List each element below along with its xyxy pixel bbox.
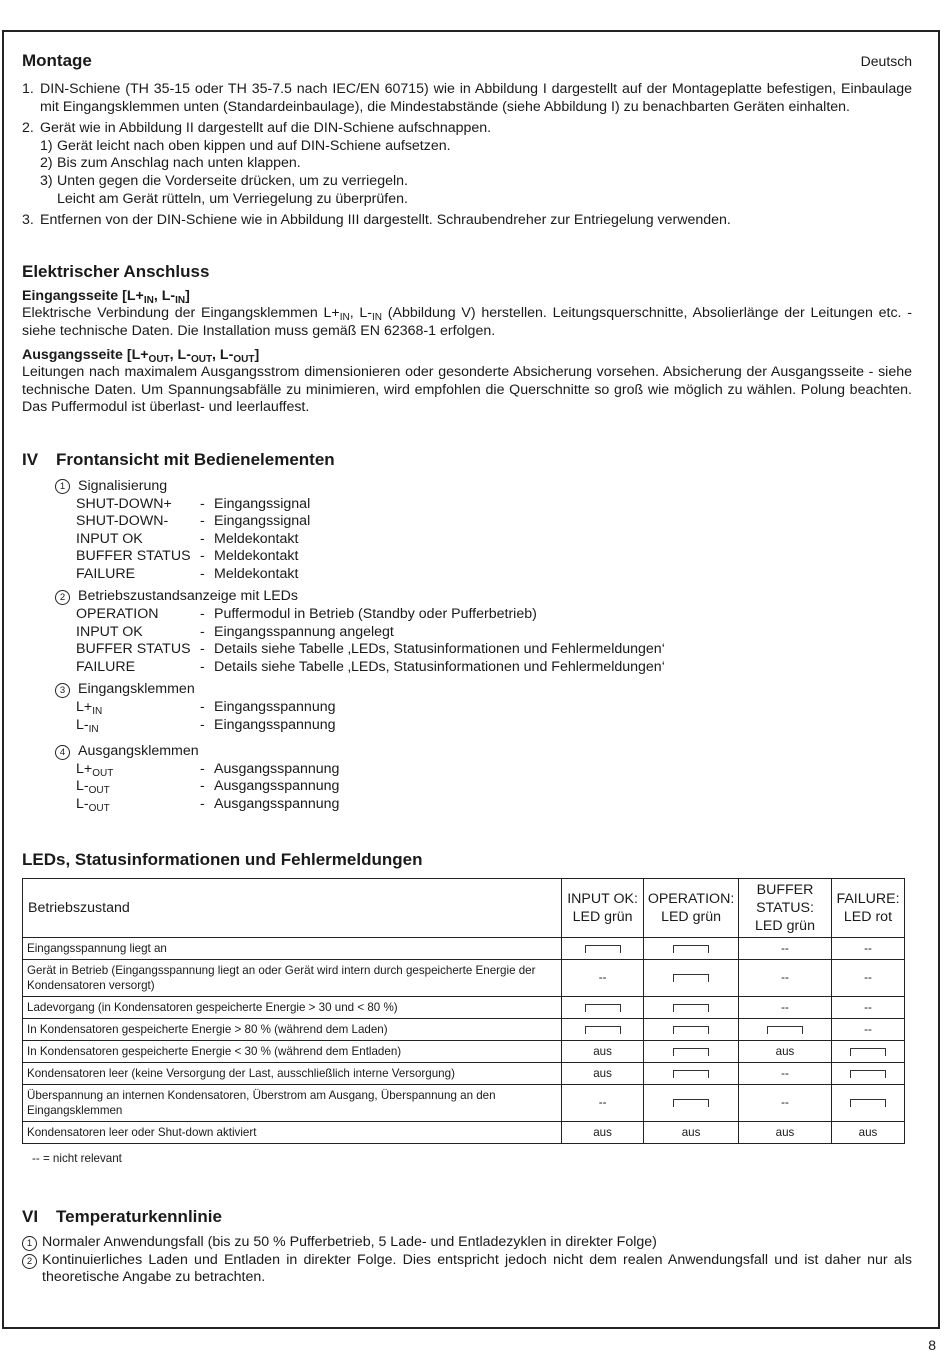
circled-number: 1	[55, 479, 70, 494]
montage-step: 3. Entfernen von der DIN-Schiene wie in Abbildung III dargestellt. Schraubendreher zur Entriegelung verwenden.	[22, 212, 731, 229]
led-on-pulse-icon	[831, 1062, 904, 1084]
montage-substeps	[40, 138, 912, 208]
pulse-icon	[673, 1004, 709, 1012]
pulse-icon	[673, 1026, 709, 1034]
row-description: Kondensatoren leer (keine Versorgung der Last, ausschließlich interne Versorgung)	[23, 1062, 562, 1084]
led-on-pulse-icon	[644, 1040, 739, 1062]
row-description: Ladevorgang (in Kondensatoren gespeicherte Energie > 30 und < 80 %)	[23, 996, 562, 1018]
led-on-pulse-icon	[644, 996, 739, 1018]
list-item: $L+_{OUT}$ - Ausgangsspannung	[76, 760, 340, 779]
led-state-cell: --	[739, 996, 832, 1018]
row-description: Eingangsspannung liegt an	[23, 937, 562, 959]
pulse-icon	[585, 1004, 621, 1012]
circled-number: 2	[55, 590, 70, 605]
pulse-icon	[850, 1070, 886, 1078]
led-on-pulse-icon	[739, 1018, 832, 1040]
table-row	[23, 1040, 905, 1062]
list-item: INPUT OK - Meldekontakt	[76, 530, 299, 547]
output-side-heading: Ausgangsseite [$L+_{OUT}$, $L-_{OUT}$, $L-_{OUT}$]	[22, 346, 260, 365]
montage-substep: 2) Bis zum Anschlag nach unten klappen.	[40, 155, 301, 172]
led-on-pulse-icon	[644, 1084, 739, 1121]
montage-step: 1. DIN-Schiene (TH 35-15 oder TH 35-7.5 nach IEC/EN 60715) wie in Abbildung I dargestellt auf der Montageplatte befestigen, Einbaulage mit Eingangsklemmen unten (Standardeinbaulage), die Mindestabstände (siehe Abbildung I) zu benachbarten Geräten einhalten.	[22, 81, 912, 115]
pulse-icon	[673, 945, 709, 953]
led-on-pulse-icon	[644, 959, 739, 996]
pulse-icon	[850, 1099, 886, 1107]
input-side-heading: Eingangsseite [$L+_{IN}$, $L-_{IN}$]	[22, 287, 190, 306]
led-state-cell: aus	[644, 1121, 739, 1143]
montage-header	[22, 51, 912, 71]
table-row	[23, 1121, 905, 1143]
led-on-pulse-icon	[831, 1040, 904, 1062]
led-state-cell: --	[739, 1062, 832, 1084]
group-eingangsklemmen: 3 Eingangsklemmen $L+_{IN}$ - Eingangsspannung $L-_{IN}$ - Eingangsspannung	[55, 681, 912, 734]
led-state-cell: --	[831, 996, 904, 1018]
table-row	[23, 1062, 905, 1084]
led-state-cell: --	[739, 959, 832, 996]
group-led-anzeige: 2 Betriebszustandsanzeige mit LEDs OPERATION - Puffermodul in Betrieb (Standby oder Pufferbetrieb) INPUT OK - Eingangsspannung angelegt BUFFER STATUS - Details siehe Tabelle ‚LEDs, Statusinformationen und Fehlermeldungen‘ FAILURE - Details siehe Tabelle ‚LEDs, Statusinformationen und Fehlermeldungen‘	[55, 588, 912, 676]
table-note: -- = nicht relevant	[32, 1151, 122, 1165]
led-on-pulse-icon	[562, 996, 644, 1018]
list-item: BUFFER STATUS - Details siehe Tabelle ‚LEDs, Statusinformationen und Fehlermeldungen‘	[76, 641, 665, 658]
table-row	[23, 1084, 905, 1121]
list-item: 2 Kontinuierliches Laden und Entladen in direkter Folge. Dies entspricht jedoch nicht dem realen Anwendungsfall und ist daher nur als theoretische Angabe zu betrachten.	[22, 1252, 912, 1287]
montage-substep: Leicht am Gerät rütteln, um Verriegelung zu überprüfen.	[57, 190, 408, 207]
list-item: $L-_{IN}$ - Eingangsspannung	[76, 716, 336, 735]
list-item: $L-_{OUT}$ - Ausgangsspannung	[76, 796, 340, 814]
list-item: $L-_{OUT}$ - Ausgangsspannung	[76, 778, 340, 797]
temp-items	[22, 1234, 912, 1287]
led-state-cell: --	[831, 937, 904, 959]
list-item: INPUT OK - Eingangsspannung angelegt	[76, 623, 394, 640]
led-on-pulse-icon	[644, 937, 739, 959]
pulse-icon	[585, 945, 621, 953]
input-side-text: Elektrische Verbindung der Eingangsklemmen $L+_{IN}$, $L-_{IN}$ (Abbildung V) herstellen. Leitungsquerschnitte, Absolierlänge der Leitungen etc. - siehe technische Daten. Die Installation muss gemäß EN 62368-1 erfolgen.	[22, 305, 913, 339]
row-description: In Kondensatoren gespeicherte Energie < 30 % (während dem Entladen)	[23, 1040, 562, 1062]
led-state-cell: aus	[562, 1040, 644, 1062]
pulse-icon	[673, 1099, 709, 1107]
list-item: SHUT-DOWN+ - Eingangssignal	[76, 495, 311, 512]
pulse-icon	[673, 1070, 709, 1078]
table-row	[23, 1018, 905, 1040]
table-row	[23, 996, 905, 1018]
led-state-cell: aus	[562, 1121, 644, 1143]
list-item: 1 Normaler Anwendungsfall (bis zu 50 % Pufferbetrieb, 5 Lade- und Entladezyklen in direkter Folge)	[22, 1234, 912, 1252]
output-side-text: Leitungen nach maximalem Ausgangsstrom dimensionieren oder gesonderte Absicherung vorsehen. Absicherung der Ausgangsseite - siehe technische Daten. Um Spannungsabfälle zu minimieren, wird empfohlen die Querschnitte so groß wie möglich zu wählen. Polung beachten. Das Puffermodul ist überlast- und leerlauffest.	[22, 364, 912, 416]
led-state-cell: --	[739, 1084, 832, 1121]
table-header-row	[23, 878, 905, 937]
language-label: Deutsch	[860, 53, 912, 69]
pulse-icon	[673, 974, 709, 982]
montage-substep: 1) Gerät leicht nach oben kippen und auf DIN-Schiene aufsetzen.	[40, 137, 451, 154]
pulse-icon	[673, 1048, 709, 1056]
page-number: 8	[928, 1337, 936, 1353]
led-status-table	[22, 878, 905, 1144]
row-description: Überspannung an internen Kondensatoren, Überstrom am Ausgang, Überspannung an den Eingangsklemmen	[23, 1084, 562, 1121]
leds-title: LEDs, Statusinformationen und Fehlermeldungen	[22, 849, 423, 869]
row-description: In Kondensatoren gespeicherte Energie > 80 % (während dem Laden)	[23, 1018, 562, 1040]
row-description: Kondensatoren leer oder Shut-down aktiviert	[23, 1121, 562, 1143]
circled-number: 3	[55, 683, 70, 698]
front-title: IV Frontansicht mit Bedienelementen	[22, 449, 335, 469]
header-buffer-status: BUFFER STATUS: LED grün	[739, 878, 832, 937]
group-ausgangsklemmen: 4 Ausgangsklemmen $L+_{OUT}$ - Ausgangsspannung $L-_{OUT}$ - Ausgangsspannung $L-_{OUT}$ - Ausgangsspannung	[55, 743, 912, 813]
temp-title: VI Temperaturkennlinie	[22, 1207, 222, 1227]
led-state-cell: aus	[739, 1121, 832, 1143]
led-state-cell: --	[562, 1084, 644, 1121]
list-item: FAILURE - Meldekontakt	[76, 565, 299, 582]
led-state-cell: aus	[562, 1062, 644, 1084]
led-state-cell: aus	[831, 1121, 904, 1143]
list-item: BUFFER STATUS - Meldekontakt	[76, 548, 299, 565]
list-item: SHUT-DOWN- - Eingangssignal	[76, 513, 311, 530]
montage-substep: 3) Unten gegen die Vorderseite drücken, um zu verriegeln.	[40, 172, 408, 189]
montage-title: Montage	[22, 51, 92, 70]
led-table-body	[23, 937, 905, 1143]
led-state-cell: aus	[739, 1040, 832, 1062]
list-item: $L+_{IN}$ - Eingangsspannung	[76, 699, 336, 718]
pulse-icon	[850, 1048, 886, 1056]
circled-number: 1	[22, 1236, 37, 1251]
led-state-cell: --	[831, 1018, 904, 1040]
header-state: Betriebszustand	[23, 878, 562, 937]
page-content	[22, 30, 912, 1287]
list-item: FAILURE - Details siehe Tabelle ‚LEDs, Statusinformationen und Fehlermeldungen‘	[76, 658, 665, 675]
circled-number: 4	[55, 745, 70, 760]
list-item: OPERATION - Puffermodul in Betrieb (Standby oder Pufferbetrieb)	[76, 606, 537, 623]
led-on-pulse-icon	[562, 1018, 644, 1040]
pulse-icon	[767, 1026, 803, 1034]
row-description: Gerät in Betrieb (Eingangsspannung liegt an oder Gerät wird intern durch gespeicherte Energie der Kondensatoren versorgt)	[23, 959, 562, 996]
circled-number: 2	[22, 1254, 37, 1269]
header-failure: FAILURE: LED rot	[831, 878, 904, 937]
led-state-cell: --	[562, 959, 644, 996]
pulse-icon	[585, 1026, 621, 1034]
header-operation: OPERATION: LED grün	[644, 878, 739, 937]
led-on-pulse-icon	[562, 937, 644, 959]
led-on-pulse-icon	[644, 1062, 739, 1084]
led-on-pulse-icon	[831, 1084, 904, 1121]
led-state-cell: --	[831, 959, 904, 996]
header-input-ok: INPUT OK: LED grün	[562, 878, 644, 937]
group-signalisierung: 1 Signalisierung SHUT-DOWN+ - Eingangssignal SHUT-DOWN- - Eingangssignal INPUT OK - Meldekontakt BUFFER STATUS - Meldekontakt FAILURE - Meldekontakt	[55, 478, 912, 584]
led-state-cell: --	[739, 937, 832, 959]
anschluss-title: Elektrischer Anschluss	[22, 261, 210, 281]
table-row	[23, 959, 905, 996]
montage-steps	[22, 81, 912, 230]
table-row	[23, 937, 905, 959]
led-on-pulse-icon	[644, 1018, 739, 1040]
montage-step: 2. Gerät wie in Abbildung II dargestellt auf die DIN-Schiene aufschnappen. 1) Gerät leicht nach oben kippen und auf DIN-Schiene aufsetzen. 2) Bis zum Anschlag nach unten klappen. 3) Unten gegen die Vorderseite drücken, um zu verriegeln. Leicht am Gerät rütteln, um Verriegelung zu überprüfen.	[22, 120, 912, 208]
